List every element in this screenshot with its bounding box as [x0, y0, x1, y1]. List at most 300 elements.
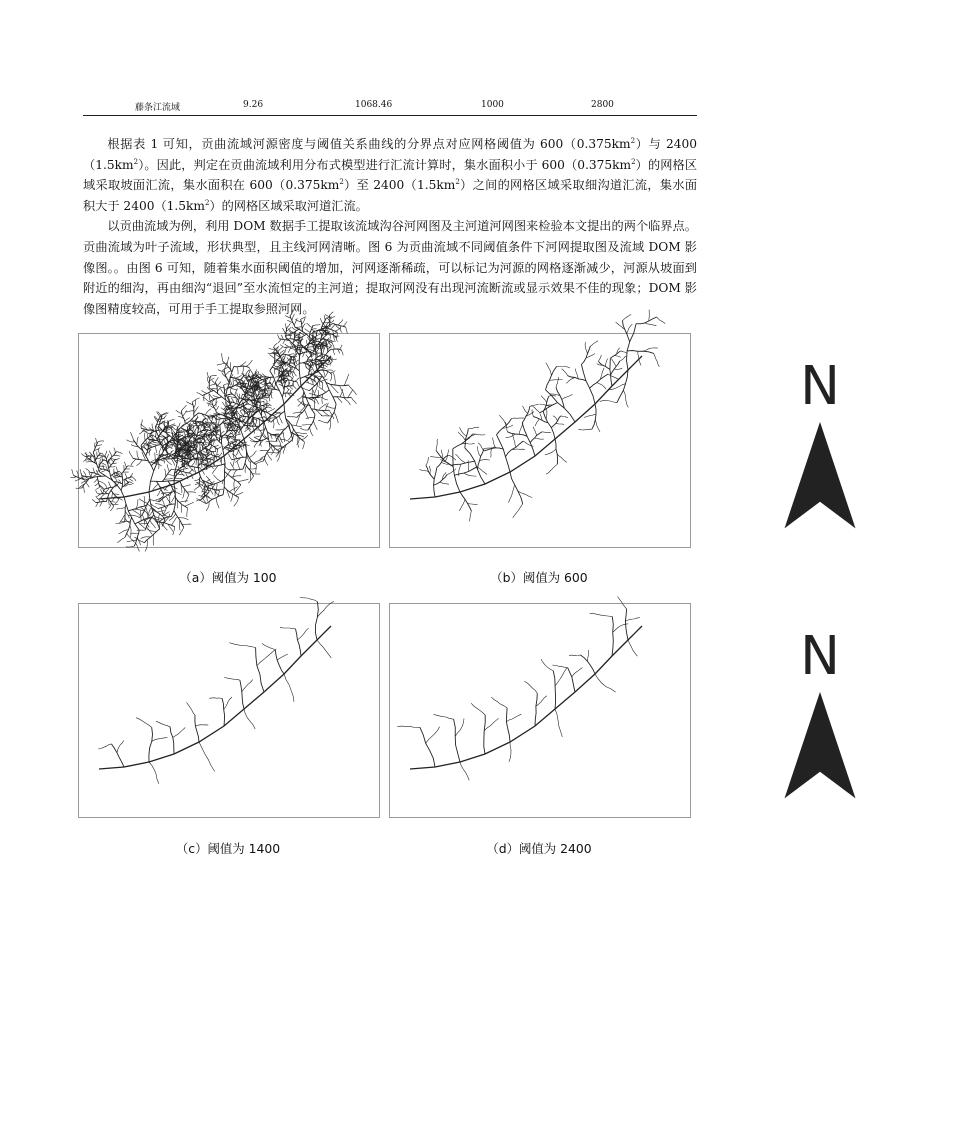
river-segment	[557, 454, 567, 462]
river-segment	[455, 719, 464, 737]
north-arrow-icon	[359, 612, 373, 636]
river-segment	[167, 464, 169, 471]
river-segment	[610, 351, 620, 358]
river-segment	[291, 372, 292, 376]
river-segment	[290, 386, 293, 389]
river-segment	[279, 416, 282, 424]
river-segment	[455, 454, 465, 463]
river-segment	[512, 449, 525, 450]
river-segment	[499, 415, 506, 425]
river-segment	[176, 410, 182, 414]
river-segment	[267, 400, 268, 404]
river-segment	[620, 356, 626, 361]
river-segment	[86, 468, 90, 472]
river-segment	[307, 323, 313, 328]
river-segment	[85, 456, 94, 457]
river-segment	[137, 437, 139, 445]
river-segment	[248, 476, 253, 483]
river-segment	[288, 393, 291, 396]
river-segment	[135, 510, 145, 511]
river-segment	[115, 477, 119, 478]
river-segment	[284, 386, 293, 387]
river-segment	[99, 466, 104, 467]
river-segment	[627, 351, 654, 354]
river-segment	[114, 448, 116, 454]
river-segment	[326, 406, 336, 408]
table-cell-2: 1068.46	[355, 100, 393, 110]
river-segment	[269, 349, 275, 350]
river-segment	[599, 355, 602, 362]
river-segment	[124, 462, 126, 468]
river-segment	[128, 515, 140, 517]
river-segment	[287, 323, 290, 327]
river-segment	[86, 482, 89, 487]
river-segment	[215, 421, 216, 424]
river-segment	[317, 330, 327, 331]
para1-text-3: ）。因此，判定在贡曲流域利用分布式模型进行汇流计算时，集水面积小于 600（0.375km	[138, 157, 632, 172]
river-segment	[301, 320, 303, 332]
river-segment	[186, 402, 193, 405]
river-segment	[600, 401, 617, 403]
river-segment	[110, 466, 116, 467]
river-segment	[285, 323, 286, 329]
river-segment	[298, 400, 307, 406]
river-segment	[553, 665, 568, 668]
river-segment	[191, 460, 195, 467]
river-segment	[186, 411, 194, 412]
river-segment	[333, 343, 335, 349]
river-segment	[220, 425, 224, 456]
river-segment	[562, 394, 573, 399]
river-segment	[286, 386, 290, 390]
superscript: 2	[631, 157, 636, 166]
river-segment	[231, 476, 241, 477]
river-segment	[271, 393, 272, 399]
river-segment	[608, 374, 618, 379]
table-cell-3: 1000	[481, 100, 504, 110]
river-segment	[611, 361, 620, 375]
river-segment	[612, 617, 613, 656]
river-segment	[237, 367, 238, 374]
river-segment	[309, 393, 319, 396]
river-segment	[306, 382, 315, 385]
river-segment	[101, 463, 106, 466]
river-segment	[194, 407, 199, 414]
para1-text-6: ）之间的网格区域采取细沟道汇流，集水面积大于 2400（1.5km	[83, 178, 698, 213]
river-segment	[255, 438, 268, 442]
river-segment	[263, 423, 264, 430]
river-segment	[157, 489, 161, 496]
river-segment	[288, 347, 291, 353]
river-segment	[611, 359, 616, 367]
river-segment	[187, 492, 196, 493]
river-segment	[95, 442, 96, 448]
river-segment	[188, 469, 193, 473]
river-segment	[162, 469, 171, 481]
river-segment	[285, 347, 296, 348]
river-segment	[187, 702, 196, 715]
river-segment	[187, 508, 188, 517]
river-segment	[139, 429, 144, 434]
river-segment	[509, 485, 515, 503]
river-segment	[533, 427, 537, 436]
river-segment	[615, 355, 621, 357]
river-segment	[278, 347, 283, 352]
river-segment	[628, 640, 637, 656]
river-segment	[96, 494, 101, 497]
river-segment	[100, 457, 105, 458]
river-segment	[110, 451, 112, 457]
river-segment	[293, 368, 295, 372]
river-segment	[555, 709, 562, 737]
river-network-map-a	[79, 334, 379, 547]
river-segment	[546, 363, 552, 376]
river-segment	[462, 443, 475, 444]
river-segment	[130, 526, 131, 538]
river-segment	[180, 501, 189, 502]
river-segment	[197, 392, 203, 395]
river-segment	[213, 475, 221, 482]
river-segment	[211, 444, 218, 450]
river-segment	[244, 709, 255, 729]
river-segment	[154, 463, 162, 466]
river-segment	[116, 478, 118, 482]
river-segment	[329, 410, 334, 419]
river-segment	[286, 376, 288, 380]
river-segment	[199, 742, 215, 772]
table-bottom-rule	[83, 115, 697, 116]
river-segment	[297, 382, 300, 387]
figure-caption-b: （b）阈值为 600	[490, 570, 588, 585]
river-segment	[326, 370, 333, 371]
river-segment	[152, 738, 168, 742]
river-segment	[287, 417, 297, 418]
river-segment	[294, 372, 296, 376]
river-segment	[243, 366, 244, 374]
river-segment	[278, 370, 279, 376]
river-segment	[268, 407, 272, 409]
para1-text-2: ）与 2400（1.5km	[83, 137, 697, 172]
river-segment	[344, 398, 351, 406]
river-segment	[256, 648, 264, 693]
river-segment	[470, 511, 472, 521]
river-segment	[202, 391, 214, 396]
river-segment	[114, 455, 121, 456]
river-segment	[289, 329, 299, 335]
river-segment	[254, 436, 262, 437]
river-segment	[341, 326, 342, 333]
river-segment	[177, 500, 178, 508]
river-segment	[256, 465, 257, 473]
river-segment	[556, 377, 559, 387]
river-segment	[290, 376, 294, 380]
river-segment	[262, 644, 275, 651]
river-segment	[453, 434, 473, 449]
river-segment	[568, 668, 575, 692]
river-segment	[83, 486, 85, 493]
river-segment	[179, 521, 180, 531]
river-segment	[561, 416, 568, 418]
river-segment	[315, 602, 318, 640]
river-segment	[122, 466, 128, 474]
river-segment	[95, 483, 99, 486]
river-segment	[227, 357, 229, 365]
river-segment	[181, 469, 188, 470]
river-segment	[252, 474, 260, 475]
river-segment	[467, 503, 477, 504]
river-segment	[300, 428, 308, 430]
river-segment	[101, 494, 105, 498]
river-segment	[144, 446, 148, 452]
river-segment	[332, 332, 337, 334]
river-segment	[121, 474, 123, 491]
river-segment	[169, 419, 175, 421]
river-segment	[643, 348, 658, 351]
river-segment	[258, 426, 262, 433]
river-segment	[274, 343, 278, 347]
river-segment	[125, 473, 127, 478]
river-segment	[129, 482, 133, 484]
river-segment	[157, 510, 165, 512]
river-segment	[420, 470, 429, 472]
river-segment	[156, 721, 170, 727]
river-segment	[121, 521, 131, 522]
river-segment	[313, 421, 317, 430]
river-segment	[96, 501, 106, 502]
river-segment	[264, 459, 268, 466]
river-segment	[222, 402, 225, 406]
river-segment	[623, 390, 628, 407]
river-segment	[129, 451, 133, 458]
main-river	[99, 626, 331, 769]
svg-text:N: N	[800, 355, 840, 418]
river-segment	[265, 405, 269, 406]
river-segment	[590, 374, 609, 388]
river-segment	[288, 329, 293, 333]
river-segment	[205, 409, 212, 415]
river-segment	[217, 447, 222, 449]
river-segment	[221, 353, 222, 361]
river-segment	[124, 480, 125, 485]
river-segment	[296, 433, 307, 434]
river-segment	[321, 397, 328, 400]
river-segment	[117, 508, 126, 510]
river-segment	[175, 478, 183, 479]
superscript: 2	[630, 137, 636, 145]
river-segment	[214, 445, 219, 447]
river-segment	[103, 465, 104, 470]
river-segment	[338, 320, 343, 326]
river-segment	[127, 540, 137, 542]
river-segment	[234, 497, 239, 506]
river-segment	[284, 674, 294, 702]
river-segment	[185, 502, 194, 506]
river-segment	[491, 697, 507, 708]
river-segment	[213, 402, 217, 407]
river-segment	[226, 367, 234, 395]
river-segment	[101, 453, 105, 457]
river-segment	[491, 449, 492, 458]
river-segment	[510, 472, 523, 504]
river-segment	[221, 431, 225, 434]
river-segment	[225, 472, 241, 485]
river-segment	[99, 449, 100, 454]
river-segment	[290, 348, 295, 349]
river-segment	[168, 474, 177, 476]
river-segment	[277, 654, 288, 660]
river-segment	[532, 405, 540, 413]
river-segment	[131, 459, 136, 465]
river-segment	[645, 323, 657, 326]
river-segment	[170, 727, 174, 754]
river-segment	[246, 360, 252, 366]
river-segment	[222, 698, 224, 726]
river-segment	[317, 364, 321, 365]
river-segment	[285, 393, 286, 397]
river-segment	[333, 349, 335, 355]
river-segment	[302, 424, 312, 425]
river-segment	[541, 396, 547, 403]
river-segment	[72, 469, 74, 476]
river-segment	[540, 403, 558, 413]
river-segment	[70, 477, 76, 478]
river-segment	[96, 438, 97, 444]
river-segment	[454, 719, 460, 762]
river-segment	[181, 405, 186, 411]
river-segment	[597, 383, 606, 390]
river-segment	[136, 499, 138, 508]
river-segment	[142, 452, 146, 461]
river-segment	[555, 668, 567, 686]
figure-caption-d: （d）阈值为 2400	[486, 841, 592, 856]
river-segment	[96, 487, 100, 490]
north-arrow-icon	[670, 342, 840, 418]
river-segment	[173, 728, 185, 738]
river-segment	[115, 499, 119, 504]
river-segment	[259, 419, 260, 427]
table-cell-4: 2800	[591, 100, 614, 110]
river-segment	[295, 378, 299, 382]
river-segment	[340, 345, 342, 350]
river-segment	[506, 708, 510, 742]
river-segment	[283, 340, 286, 344]
river-segment	[193, 426, 194, 432]
river-segment	[342, 350, 344, 355]
river-segment	[546, 366, 557, 389]
river-segment	[237, 393, 239, 398]
table-cell-1: 9.26	[243, 100, 264, 110]
figure-panel-d	[389, 603, 840, 818]
river-segment	[132, 477, 136, 482]
river-segment	[448, 455, 456, 460]
river-segment	[351, 397, 356, 404]
river-segment	[460, 762, 469, 780]
river-segment	[217, 489, 223, 490]
river-segment	[195, 715, 199, 742]
river-segment	[136, 718, 152, 728]
river-segment	[280, 437, 283, 443]
superscript: 2	[133, 157, 139, 166]
river-segment	[92, 499, 96, 502]
river-segment	[245, 396, 250, 397]
figure-panel-a	[78, 333, 380, 548]
river-segment	[200, 444, 202, 447]
river-segment	[157, 439, 164, 440]
river-segment	[297, 395, 303, 400]
river-segment	[195, 725, 208, 726]
river-segment	[311, 409, 329, 411]
river-segment	[436, 451, 453, 467]
river-segment	[297, 628, 308, 640]
river-segment	[300, 406, 305, 412]
river-segment	[337, 397, 343, 403]
river-segment	[246, 370, 249, 374]
river-segment	[216, 406, 219, 410]
river-segment	[242, 680, 253, 692]
river-segment	[585, 342, 587, 354]
river-segment	[625, 618, 639, 622]
river-segment	[317, 640, 331, 658]
river-segment	[216, 483, 217, 493]
river-segment	[173, 527, 175, 535]
river-segment	[295, 327, 313, 340]
figure-caption-c: （c）阈值为 1400	[175, 841, 281, 856]
river-segment	[578, 429, 591, 430]
river-segment	[553, 416, 558, 421]
river-segment	[464, 473, 477, 476]
river-segment	[285, 347, 287, 352]
river-segment	[149, 762, 159, 784]
river-segment	[535, 419, 539, 426]
river-segment	[124, 497, 139, 530]
river-segment	[621, 351, 627, 353]
river-segment	[344, 374, 349, 386]
river-segment	[134, 530, 139, 546]
river-segment	[100, 469, 110, 473]
para1-text-4: ）的网格区域采取坡面汇流，集水面积在 600（0.375km	[83, 157, 698, 193]
river-segment	[106, 454, 108, 459]
river-segment	[556, 423, 564, 424]
river-segment	[569, 655, 580, 656]
river-segment	[150, 444, 158, 446]
river-segment	[267, 408, 275, 412]
river-segment	[110, 506, 113, 511]
river-segment	[254, 441, 258, 447]
river-segment	[164, 478, 173, 479]
river-segment	[617, 597, 626, 610]
river-segment	[232, 433, 236, 437]
river-segment	[101, 470, 106, 472]
river-segment	[235, 375, 241, 379]
river-segment	[436, 439, 437, 450]
river-segment	[233, 378, 234, 385]
river-segment	[202, 431, 207, 432]
river-segment	[541, 659, 553, 671]
river-segment	[322, 383, 323, 390]
river-segment	[310, 427, 313, 436]
river-segment	[550, 380, 563, 381]
river-segment	[270, 355, 275, 359]
river-segment	[518, 491, 532, 498]
river-segment	[542, 432, 551, 433]
river-segment	[296, 629, 302, 656]
river-segment	[224, 678, 240, 681]
river-segment	[274, 383, 275, 388]
river-segment	[209, 384, 216, 386]
river-segment	[553, 671, 555, 709]
river-segment	[108, 482, 111, 488]
river-segment	[209, 457, 213, 459]
